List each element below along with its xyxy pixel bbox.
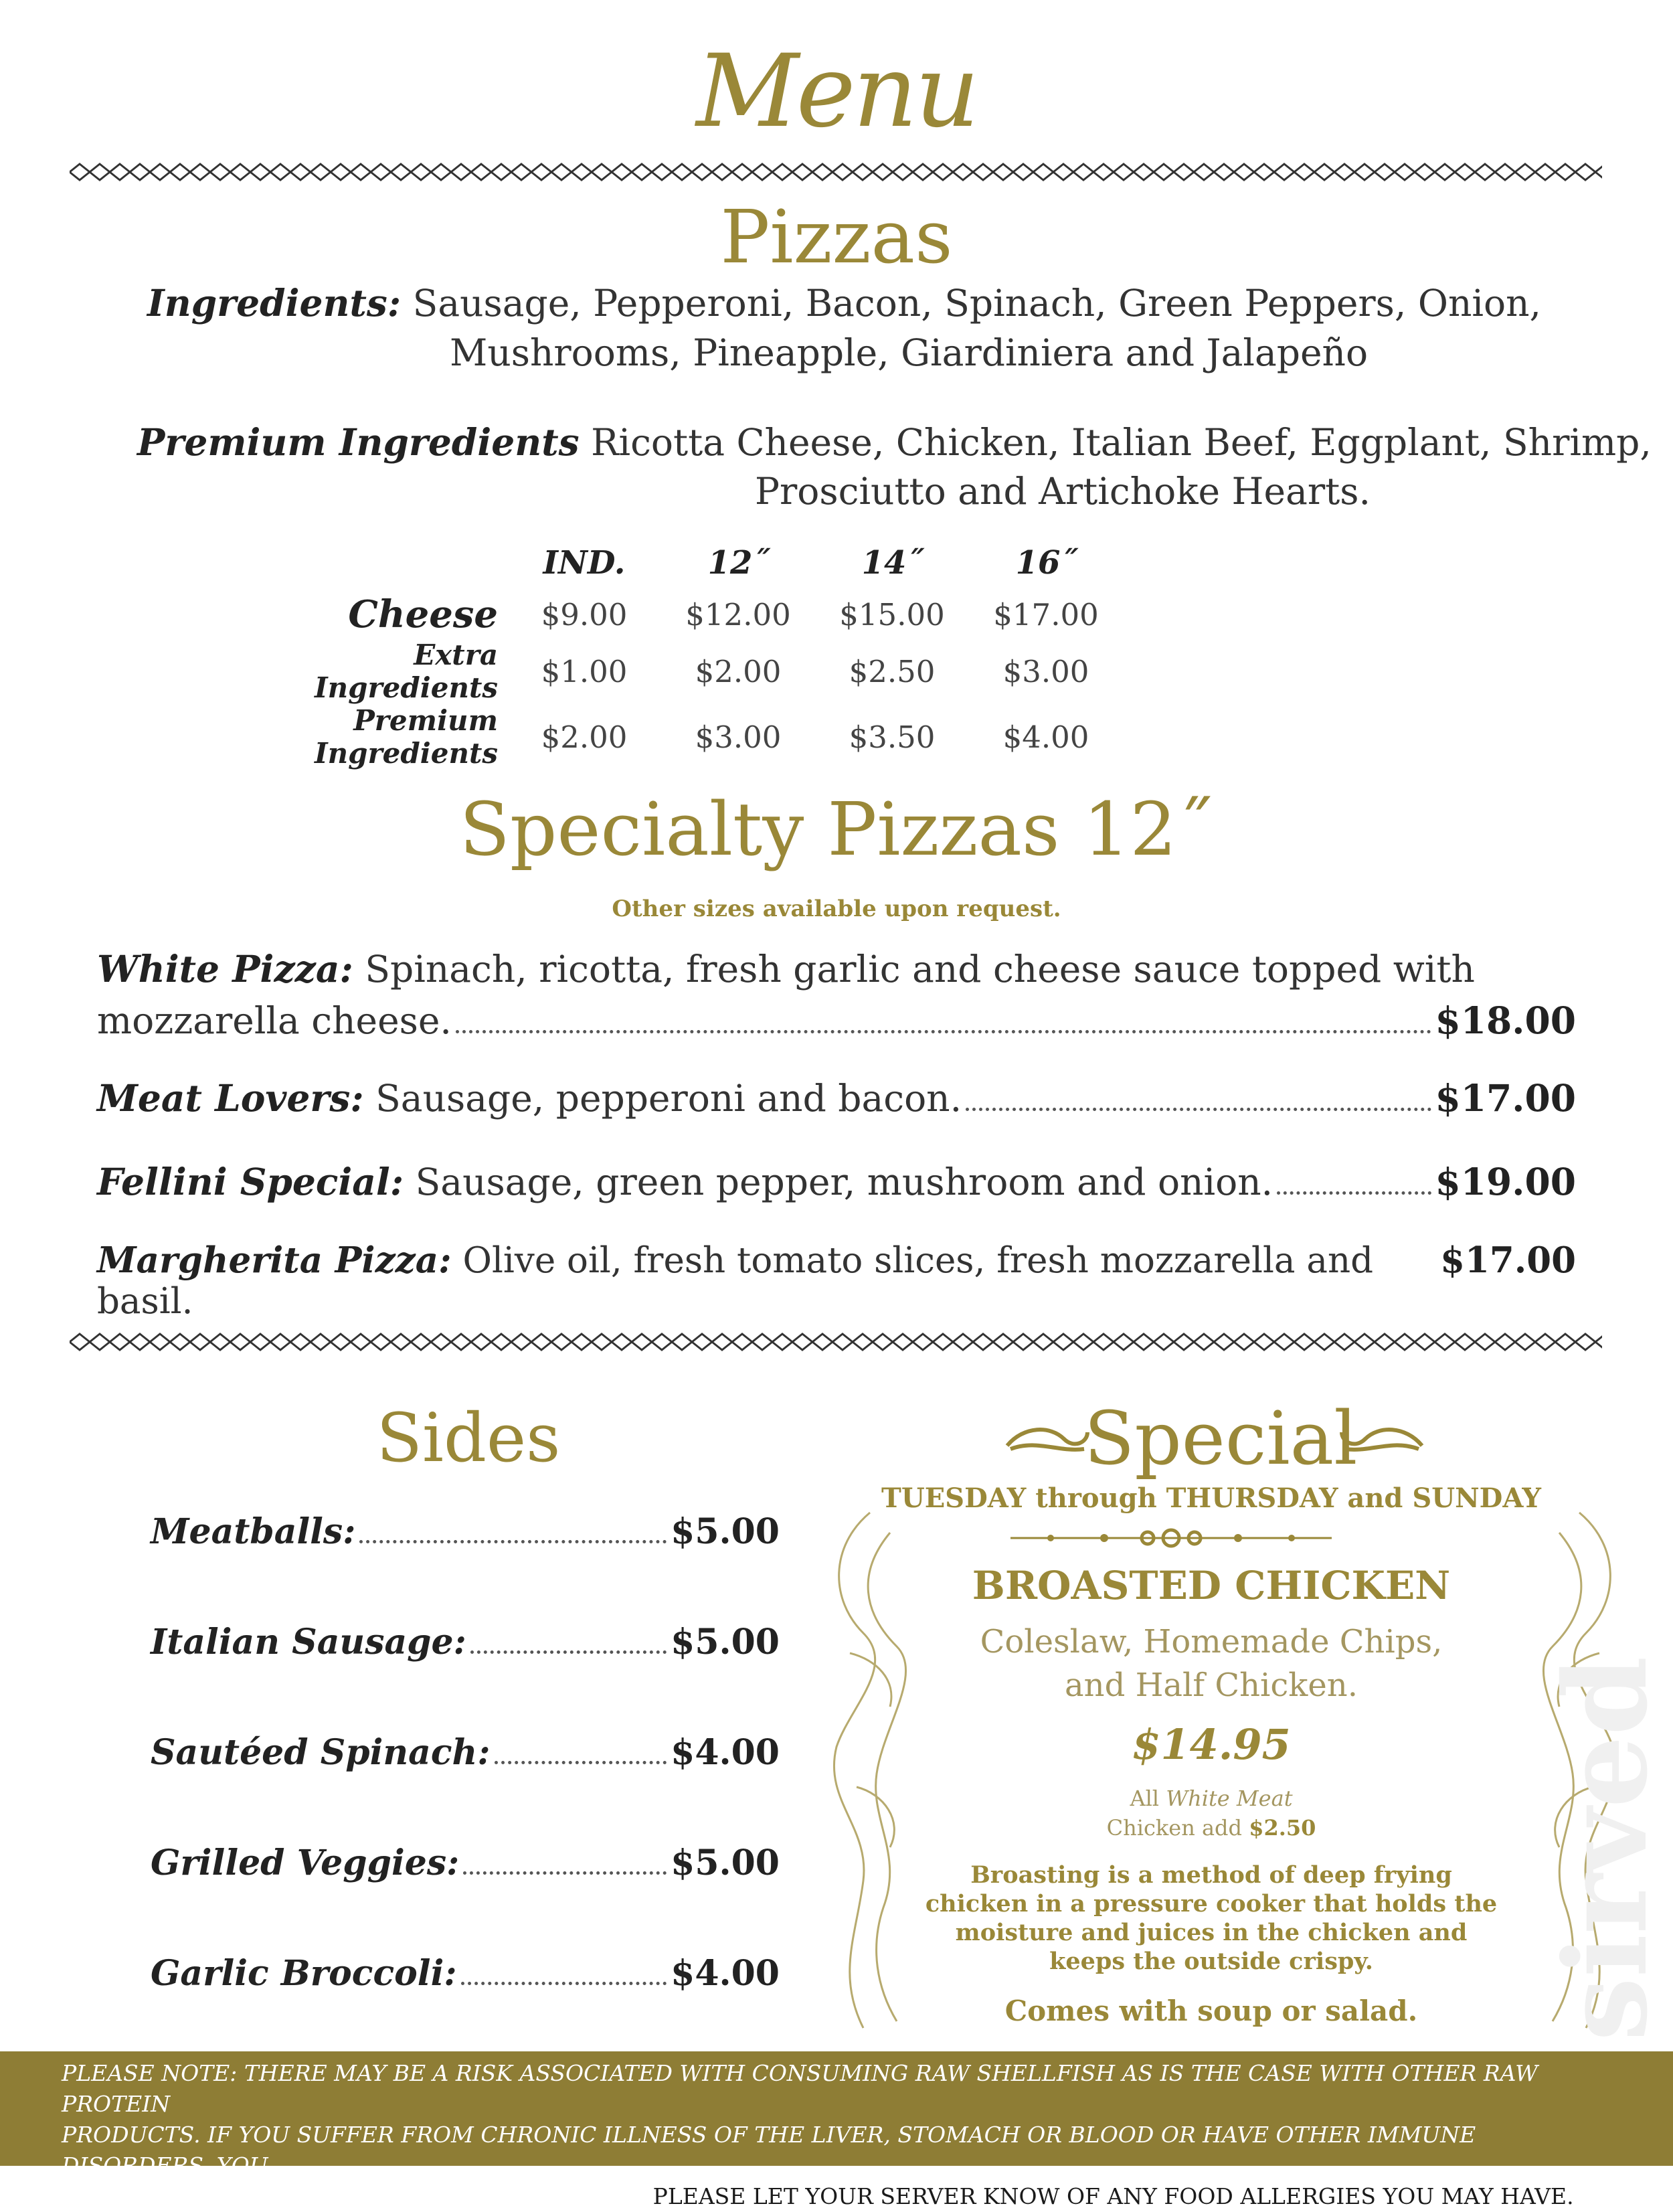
list-item xyxy=(151,1511,780,1553)
list-item xyxy=(151,1843,780,1884)
side-price: $4.00 xyxy=(671,1953,780,1994)
footer-disclaimer xyxy=(62,2058,1621,2212)
special-desc-2: and Half Chicken. xyxy=(1065,1667,1358,1704)
row-label-extra: Extra Ingredients xyxy=(315,639,499,704)
side-price: $5.00 xyxy=(671,1843,780,1883)
ingredients-list-2: Mushrooms, Pineapple, Giardiniera and Jalapeño xyxy=(450,331,1369,374)
allergy-notice: PLEASE LET YOUR SERVER KNOW OF ANY FOOD ALLERGIES YOU MAY HAVE. xyxy=(652,2183,1574,2209)
item-name: Margherita Pizza: xyxy=(97,1240,452,1281)
premium-label: Premium Ingredients xyxy=(137,420,580,464)
row-label-cheese: Cheese xyxy=(348,592,499,636)
white-meat-italic: White Meat xyxy=(1166,1786,1293,1811)
middle-divider xyxy=(70,1329,1602,1355)
table-row xyxy=(315,590,1123,639)
explain-line: Broasting is a method of deep frying xyxy=(970,1861,1452,1889)
special-price: $14.95 xyxy=(1132,1720,1291,1769)
list-item-cont xyxy=(97,999,1576,1043)
item-price: $17.00 xyxy=(1435,1076,1576,1120)
price-cell: $3.00 xyxy=(695,719,782,755)
ingredients-line-1 xyxy=(147,281,1541,325)
dot-leader xyxy=(359,1540,667,1543)
white-meat-prefix: All xyxy=(1130,1786,1160,1811)
white-meat-label: Chicken add xyxy=(1106,1815,1243,1841)
size-14: 14˝ xyxy=(861,544,923,582)
side-name: Grilled Veggies: xyxy=(151,1843,460,1883)
dot-leader xyxy=(470,1650,667,1654)
list-item xyxy=(151,1732,780,1774)
disclaimer-line: PRODUCTS. IF YOU SUFFER FROM CHRONIC ILLNESS OF THE LIVER, STOMACH OR BLOOD OR HAVE OTHER IMMUNE DISORDERS, YOU xyxy=(62,2122,1476,2179)
specialty-heading: Specialty Pizzas 12˝ xyxy=(459,786,1214,872)
menu-title: Menu xyxy=(696,33,977,150)
item-name: Meat Lovers: xyxy=(97,1076,364,1120)
item-desc: Spinach, ricotta, fresh garlic and cheese sauce topped with xyxy=(365,948,1475,991)
dot-leader xyxy=(461,1982,667,1985)
size-12: 12˝ xyxy=(707,544,769,582)
white-meat-line-2 xyxy=(910,1815,1512,1841)
special-days: TUESDAY through THURSDAY and SUNDAY xyxy=(881,1482,1541,1514)
special-desc-1: Coleslaw, Homemade Chips, xyxy=(980,1623,1443,1661)
size-ind: IND. xyxy=(543,544,626,582)
dot-leader xyxy=(495,1761,667,1764)
ornament-divider xyxy=(1010,1525,1332,1551)
special-dish: BROASTED CHICKEN xyxy=(972,1563,1451,1608)
list-item xyxy=(151,1622,780,1663)
list-item xyxy=(97,1240,1576,1322)
item-price: $17.00 xyxy=(1440,1240,1576,1281)
explain-line: moisture and juices in the chicken and xyxy=(955,1919,1468,1946)
right-scroll-ornament-icon xyxy=(1338,1419,1425,1459)
disclaimer-line-3 xyxy=(62,2181,1621,2212)
premium-list-1: Ricotta Cheese, Chicken, Italian Beef, Eggplant, Shrimp, xyxy=(591,421,1652,464)
table-row xyxy=(315,639,1123,704)
list-item xyxy=(97,1076,1576,1120)
item-desc: Sausage, pepperoni and bacon. xyxy=(375,1077,962,1120)
side-name: Meatballs: xyxy=(151,1511,356,1552)
item-name: Fellini Special: xyxy=(97,1160,404,1203)
ingredients-label: Ingredients: xyxy=(147,281,402,325)
size-header-row xyxy=(315,535,1123,590)
comes-with: Comes with soup or salad. xyxy=(1004,1994,1418,2027)
table-row xyxy=(315,704,1123,770)
specialty-note: Other sizes available upon request. xyxy=(612,896,1061,922)
dot-leader xyxy=(463,1871,667,1875)
row-label-premium: Premium Ingredients xyxy=(315,704,499,770)
dot-leader xyxy=(1277,1191,1431,1195)
price-cell: $2.50 xyxy=(849,653,936,689)
price-cell: $4.00 xyxy=(1002,719,1089,755)
sides-heading: Sides xyxy=(376,1399,561,1477)
explain-line: chicken in a pressure cooker that holds the xyxy=(925,1890,1498,1918)
dot-leader xyxy=(456,1030,1431,1033)
list-item xyxy=(97,947,1576,991)
price-cell: $15.00 xyxy=(839,596,945,632)
list-item xyxy=(97,1160,1576,1204)
pizza-price-table xyxy=(315,535,1123,770)
price-cell: $2.00 xyxy=(695,653,782,689)
item-price: $18.00 xyxy=(1435,999,1576,1042)
side-price: $5.00 xyxy=(671,1622,780,1663)
explain-line: keeps the outside crispy. xyxy=(1049,1948,1373,1975)
price-cell: $17.00 xyxy=(993,596,1099,632)
dot-leader xyxy=(966,1108,1431,1111)
disclaimer-line: PLEASE NOTE: THERE MAY BE A RISK ASSOCIATED WITH CONSUMING RAW SHELLFISH AS IS THE CASE WITH OTHER RAW PROTEIN xyxy=(62,2060,1538,2117)
premium-line-1 xyxy=(137,420,1652,464)
item-price: $19.00 xyxy=(1435,1160,1576,1203)
price-cell: $12.00 xyxy=(685,596,791,632)
item-name: White Pizza: xyxy=(97,947,353,991)
pizzas-heading: Pizzas xyxy=(720,194,953,280)
premium-list-2: Prosciutto and Artichoke Hearts. xyxy=(755,470,1371,513)
side-price: $5.00 xyxy=(671,1511,780,1552)
disclaimer-text: SHOULD EAT THESE PRODUCTS FULLY COOKED. xyxy=(62,2183,646,2209)
white-meat-line-1 xyxy=(910,1786,1512,1811)
item-desc: mozzarella cheese. xyxy=(97,999,452,1042)
price-cell: $3.50 xyxy=(849,719,936,755)
white-meat-price: $2.50 xyxy=(1249,1815,1316,1841)
left-scroll-ornament-icon xyxy=(1004,1419,1091,1459)
side-price: $4.00 xyxy=(671,1732,780,1773)
side-name: Italian Sausage: xyxy=(151,1622,466,1663)
side-name: Garlic Broccoli: xyxy=(151,1953,457,1994)
price-cell: $1.00 xyxy=(541,653,628,689)
ingredients-list-1: Sausage, Pepperoni, Bacon, Spinach, Green Peppers, Onion, xyxy=(412,282,1541,325)
watermark-logo: sirved xyxy=(1539,1656,1673,2041)
item-desc: Olive oil, fresh tomato slices, fresh mozzarella and basil. xyxy=(97,1240,1374,1322)
price-cell: $3.00 xyxy=(1002,653,1089,689)
item-desc: Sausage, green pepper, mushroom and onion. xyxy=(415,1161,1273,1203)
size-16: 16˝ xyxy=(1015,544,1077,582)
top-divider xyxy=(70,159,1602,185)
special-heading: Special xyxy=(1084,1395,1358,1481)
price-cell: $2.00 xyxy=(541,719,628,755)
side-name: Sautéed Spinach: xyxy=(151,1732,491,1773)
price-cell: $9.00 xyxy=(541,596,628,632)
list-item xyxy=(151,1953,780,1994)
broasting-explanation xyxy=(910,1861,1512,1976)
